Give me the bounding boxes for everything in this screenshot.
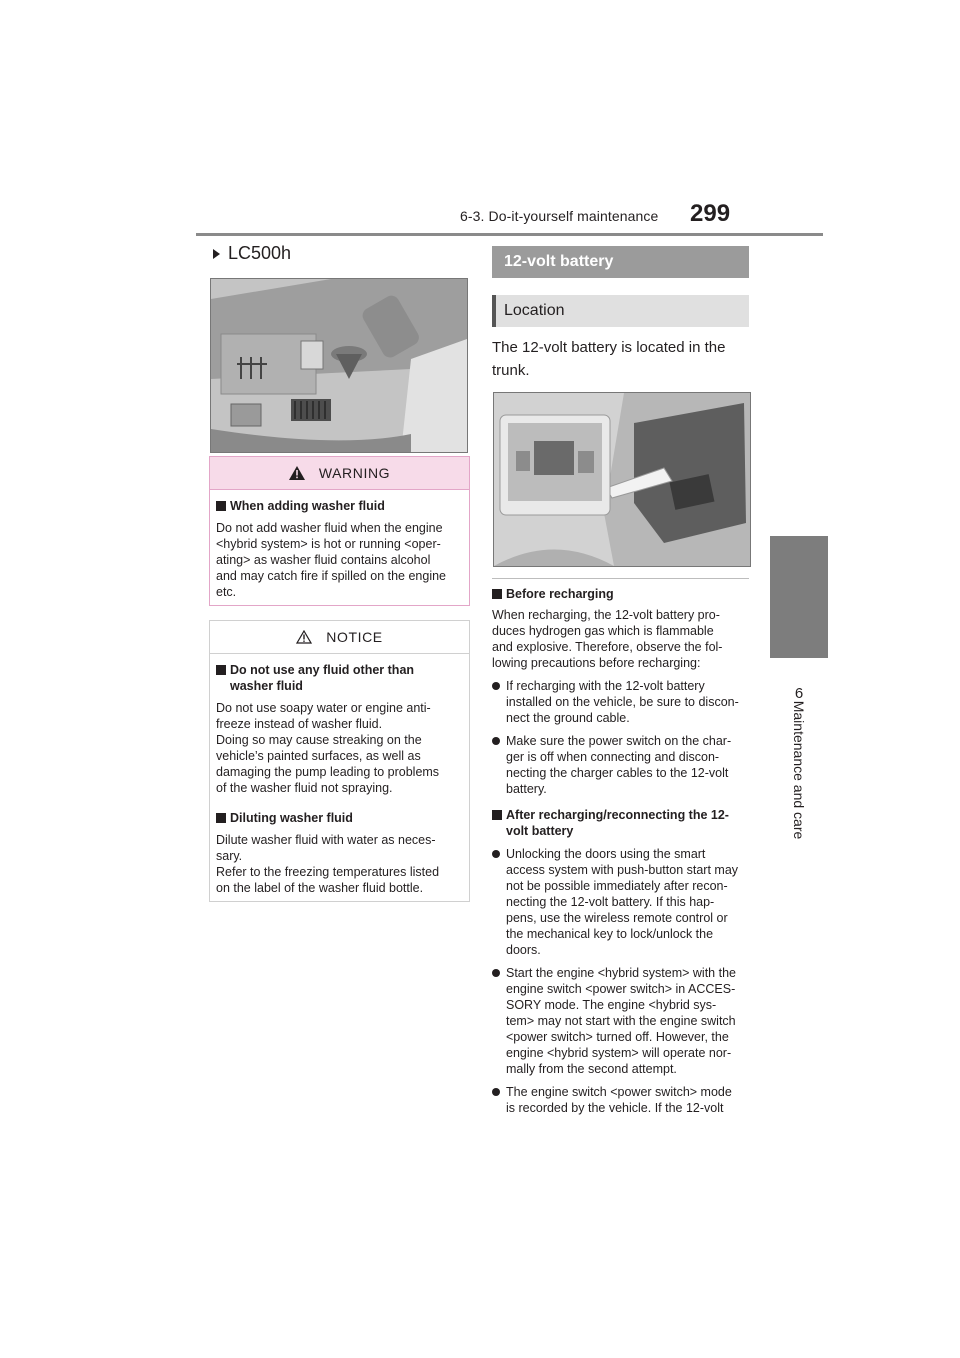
bullet-dot-icon [492,682,500,690]
notice-text-1: Do not use soapy water or engine anti- freeze instead of washer fluid. Doing so may cause streaking on the vehicle’s painted surfaces, as well as damaging the pump leading to problems of the washer fluid not spraying. [216,701,440,795]
warning-subheading: When adding washer fluid [216,498,463,514]
list-item: Unlocking the doors using the smart access system with push-button start may not be possible immediately after recon- necting the 12-volt battery. If this hap- pens, use the wireless remote control or the mechanical key to lock/unlock the doors. [492,846,750,958]
section-divider [492,578,749,579]
square-bullet-icon [492,589,502,599]
square-bullet-icon [216,665,226,675]
warning-header [210,457,469,490]
chapter-tab [770,536,828,658]
square-bullet-icon [492,810,502,820]
square-bullet-icon [216,501,226,511]
trunk-battery-illustration [493,392,751,567]
before-recharging-text: When recharging, the 12-volt battery pro- duces hydrogen gas which is flammable and explosive. Therefore, observe the fol- lowing precautions before recharging: [492,608,723,670]
subsection-heading: Location [492,295,749,327]
notice-header [210,621,469,654]
arrow-right-icon [213,249,220,259]
warning-title: WARNING [318,465,391,481]
bullet-dot-icon [492,1088,500,1096]
list-item: Make sure the power switch on the char- ger is off when connecting and discon- necting the charger cables to the 12-volt battery. [492,733,750,797]
section-heading: 12-volt battery [492,246,749,278]
square-bullet-icon [216,813,226,823]
trunk-drawing [494,393,750,566]
section-title: 6-3. Do-it-yourself maintenance [460,208,659,224]
chapter-title: Maintenance and care [791,700,807,840]
header-rule [196,233,823,236]
after-recharging-subheading: After recharging/reconnecting the 12- volt battery [492,807,750,839]
notice-subheading-2: Diluting washer fluid [216,810,463,826]
bullet-dot-icon [492,737,500,745]
engine-bay-drawing [211,279,467,452]
notice-title: NOTICE [326,629,383,645]
model-label: LC500h [228,243,292,263]
list-item: If recharging with the 12-volt battery installed on the vehicle, be sure to discon- nect the ground cable. [492,678,750,726]
bullet-dot-icon [492,850,500,858]
list-item: The engine switch <power switch> mode is recorded by the vehicle. If the 12-volt [492,1084,750,1116]
notice-box [209,620,470,902]
notice-subheading-1: Do not use any fluid other than washer fluid [216,662,463,694]
recharging-notes [492,586,750,1116]
bullet-dot-icon [492,969,500,977]
warning-icon [289,466,305,480]
notice-text-2: Dilute washer fluid with water as neces- sary. Refer to the freezing temperatures listed on the label of the washer fluid bottle. [216,833,440,895]
list-item: Start the engine <hybrid system> with the engine switch <power switch> in ACCES- SORY mode. The engine <hybrid sys- tem> may not start with the engine switch <power switch> turned off. However, the engine <hybrid system> will operate nor- mally from the second attempt. [492,965,750,1077]
chapter-number: 6 [794,685,804,702]
notice-icon [296,630,312,644]
page-number: 299 [690,200,731,227]
warning-text: Do not add washer fluid when the engine <hybrid system> is hot or running <oper- ating> as washer fluid contains alcohol and may catch fire if spilled on the engine etc. [216,521,446,599]
engine-bay-illustration [210,278,468,453]
warning-box [209,456,470,606]
model-label-row [213,243,291,264]
battery-location-text: The 12-volt battery is located in the trunk. [492,339,726,379]
before-recharging-subheading: Before recharging [492,586,750,602]
